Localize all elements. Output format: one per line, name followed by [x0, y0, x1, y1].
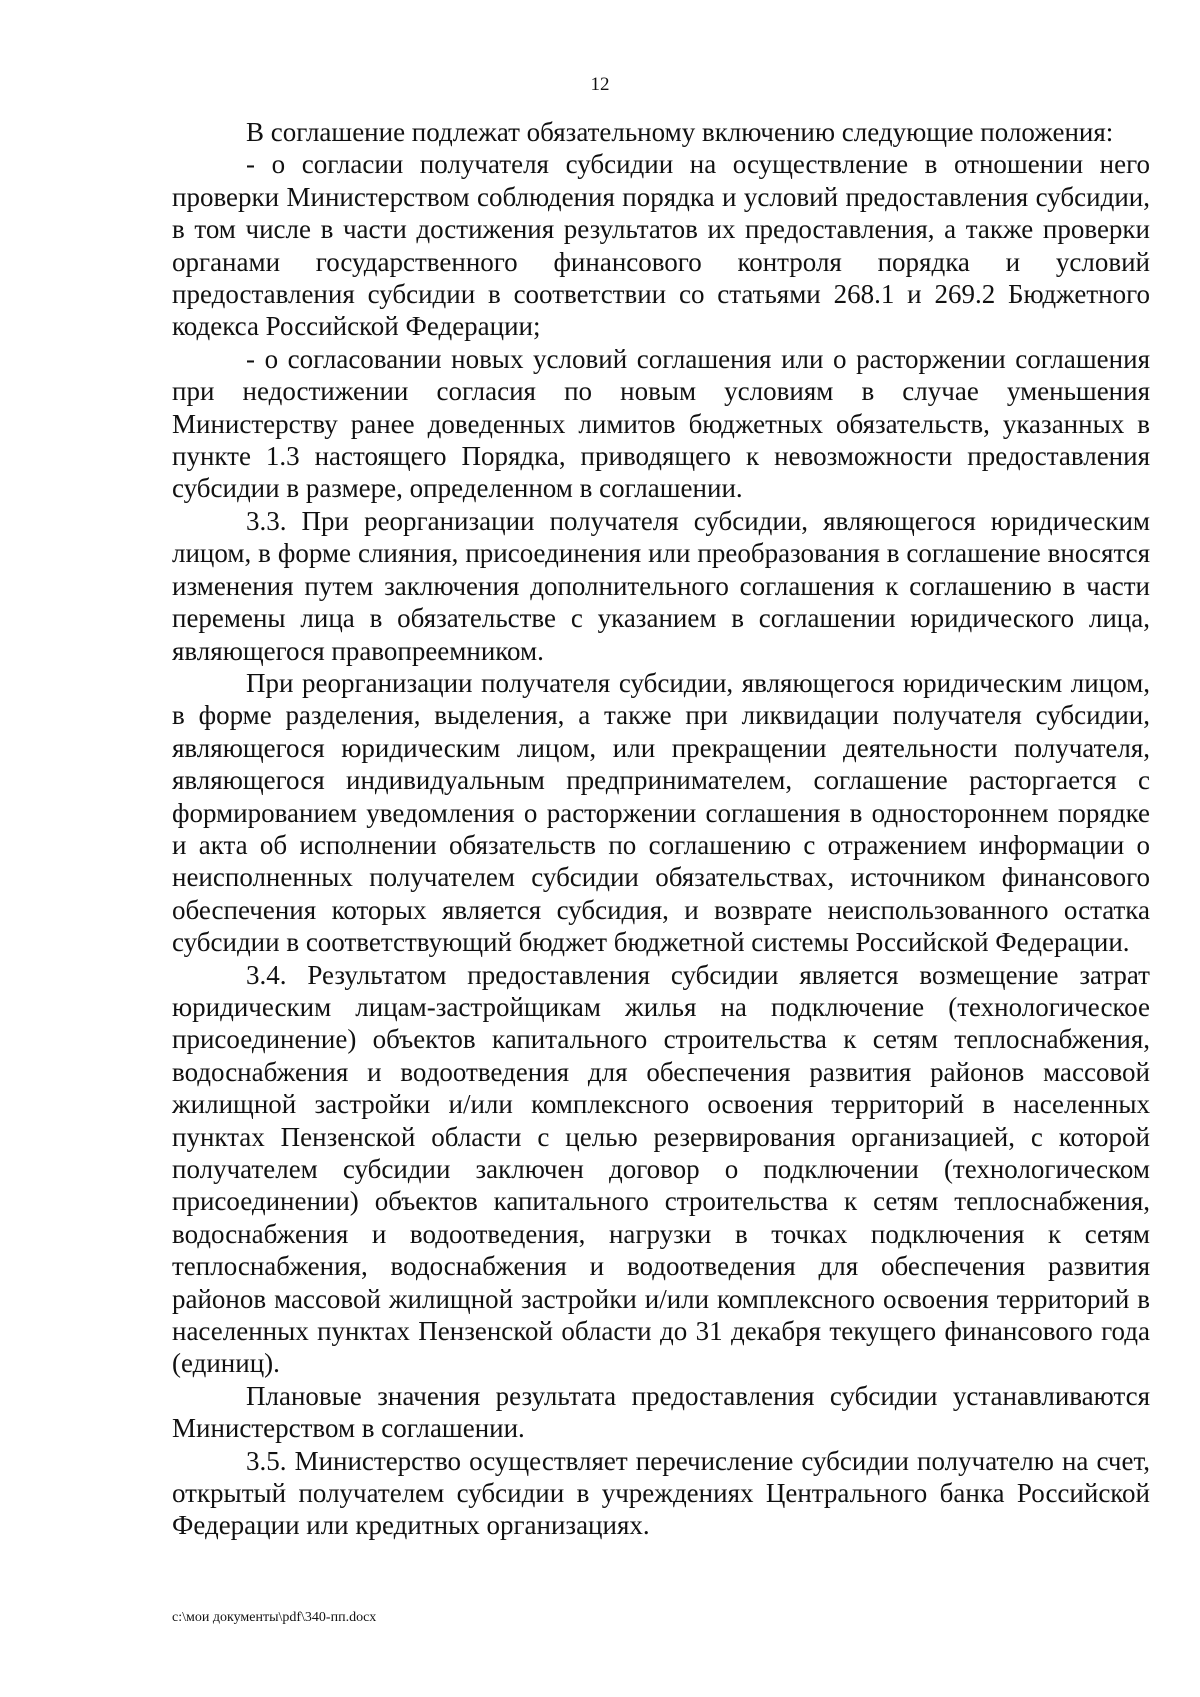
paragraph: В соглашение подлежат обязательному включению следующие положения: [246, 117, 1114, 147]
footer-file-path: c:\мои документы\pdf\340-пп.docx [172, 1610, 377, 1625]
paragraph: 3.4. Результатом предоставления субсидии является возмещение затрат юридическим лицам-застройщикам жилья на подключение (технологическое присоединение) объектов капитального строительства к сетям теплоснабжения, водоснабжения и водоотведения для обеспечения развития районов массовой жилищной застройки и/или комплексного освоения территорий в населенных пунктах Пензенской области с целью резервирования организацией, с которой получателем субсидии заключен договор о подключении (технологическом присоединении) объектов капитального строительства к сетям теплоснабжения, водоснабжения и водоотведения, нагрузки в точках подключения к сетям теплоснабжения, водоснабжения и водоотведения для обеспечения развития районов массовой жилищной застройки и/или комплексного освоения территорий в населенных пунктах Пензенской области до 31 декабря текущего финансового года (единиц). [172, 959, 1150, 1379]
page-number: 12 [590, 74, 610, 95]
paragraph: Плановые значения результата предоставления субсидии устанавливаются Министерством в соглашении. [172, 1380, 1150, 1444]
paragraph: - о согласовании новых условий соглашения или о расторжении соглашения при недостижении согласия по новым условиям в случае уменьшения Министерству ранее доведенных лимитов бюджетных обязательств, указанных в пункте 1.3 настоящего Порядка, приводящего к невозможности предоставления субсидии в размере, определенном в соглашении. [172, 343, 1150, 504]
paragraph: - о согласии получателя субсидии на осуществление в отношении него проверки Министерством соблюдения порядка и условий предоставления субсидии, в том числе в части достижения результатов их предоставления, а также проверки органами государственного финансового контроля порядка и условий предоставления субсидии в соответствии со статьями 268.1 и 269.2 Бюджетного кодекса Российской Федерации; [172, 149, 1150, 342]
paragraph: 3.5. Министерство осуществляет перечисление субсидии получателю на счет, открытый получателем субсидии в учреждениях Центрального банка Российской Федерации или кредитных организациях. [172, 1445, 1150, 1541]
document-body [172, 116, 1150, 1542]
paragraph: При реорганизации получателя субсидии, являющегося юридическим лицом, в форме разделения, выделения, а также при ликвидации получателя субсидии, являющегося юридическим лицом, или прекращении деятельности получателя, являющегося индивидуальным предпринимателем, соглашение расторгается с формированием уведомления о расторжении соглашения в одностороннем порядке и акта об исполнении обязательств по соглашению с отражением информации о неисполненных получателем субсидии обязательствах, источником финансового обеспечения которых является субсидия, и возврате неиспользованного остатка субсидии в соответствующий бюджет бюджетной системы Российской Федерации. [172, 667, 1150, 958]
paragraph: 3.3. При реорганизации получателя субсидии, являющегося юридическим лицом, в форме слияния, присоединения или преобразования в соглашение вносятся изменения путем заключения дополнительного соглашения к соглашению в части перемены лица в обязательстве с указанием в соглашении юридического лица, являющегося правопреемником. [172, 505, 1150, 666]
